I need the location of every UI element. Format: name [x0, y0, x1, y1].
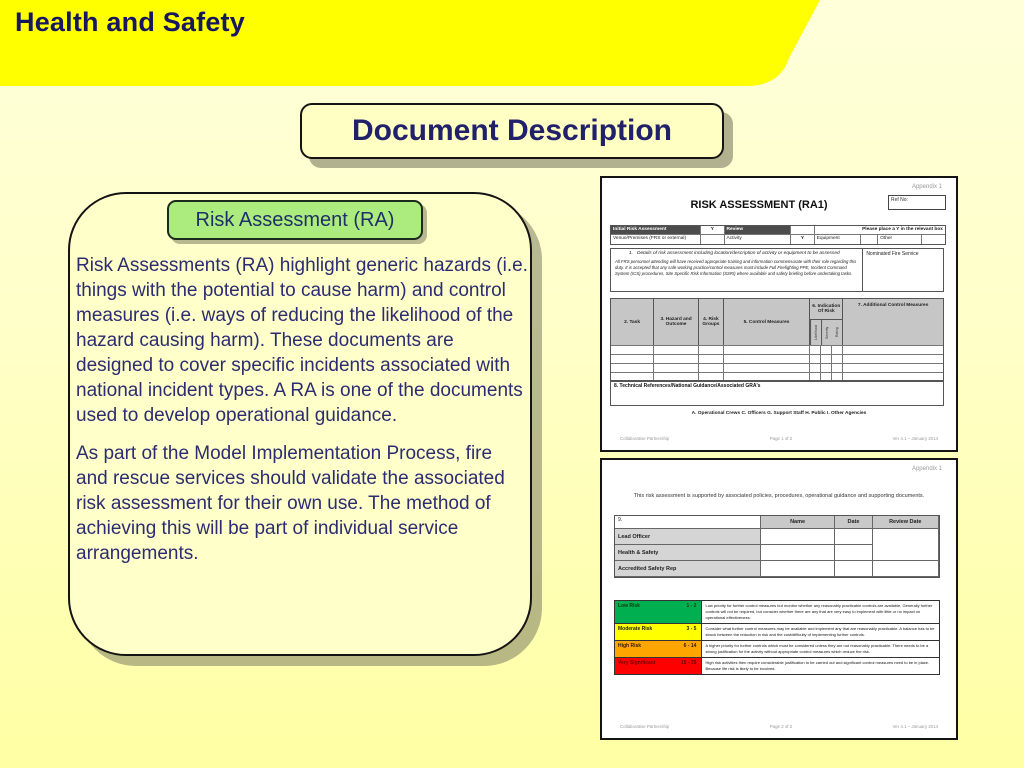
risk-assessment-label-text: Risk Assessment (RA): [195, 208, 395, 231]
doc1-key-line: A. Operational Crews C. Officers G. Support Staff H. Public I. Other Agencies: [691, 411, 867, 416]
cell-y1: Y: [701, 226, 724, 235]
indication-subcols: [810, 319, 842, 345]
indication-label: 6. Indication Of Risk: [812, 304, 841, 314]
grid-empty-row: [611, 363, 943, 372]
risk-row-low: [615, 601, 939, 624]
cell-y2: Y: [791, 235, 814, 244]
risk-range-text: 1 - 2: [686, 603, 697, 609]
doc2-footer-left: Collaborative Partnership: [620, 724, 670, 729]
doc1-details-heading-text: Details of risk assessment including location/description of activity or equipment to be assessed: [637, 251, 840, 256]
doc2-footer-right: Ver 4.1 – January 2014: [892, 724, 938, 729]
panel-body: [76, 253, 528, 579]
paragraph-1: Risk Assessments (RA) highlight generic hazards (i.e. things with the potential to cause harm) and control measures (i.e. ways of reducing the likelihood of the hazard causing harm). These documents are designed to cover specific incidents associated with national incident types. A RA is one of the documents used to develop operational guidance.: [76, 255, 528, 426]
col-additional-control: 7. Additional Control Measures: [843, 299, 943, 345]
risk-label-text: High Risk: [618, 643, 642, 649]
risk-row-very-significant: [615, 658, 939, 674]
risk-range-text: 3 - 5: [686, 626, 697, 632]
cell-review-merged: [873, 529, 939, 561]
col-date: Date: [835, 516, 872, 529]
col-review-date: Review Date: [873, 516, 939, 529]
cell-place-y: Please place a Y in the relevant box: [815, 226, 945, 235]
risk-label-very-significant: [615, 658, 702, 674]
slide-title: Health and Safety: [15, 7, 245, 37]
table-row: [611, 235, 945, 244]
document-page-1: [600, 176, 958, 452]
risk-assessment-label: [167, 200, 423, 240]
doc1-main-grid: [610, 298, 944, 382]
heading-box: [300, 103, 724, 159]
doc1-details-box: [610, 248, 944, 292]
doc1-appendix: Appendix 1: [911, 184, 942, 190]
doc1-ref-no-box: Ref No:: [888, 195, 946, 210]
cell-blank: [761, 545, 836, 561]
cell-blank: [791, 226, 814, 235]
cell-corner: 9.: [615, 516, 761, 529]
cell-review: Review: [725, 226, 792, 235]
col-indication-of-risk: [810, 299, 843, 345]
heading-text: Document Description: [351, 114, 673, 147]
doc2-risk-rating-table: [614, 600, 940, 675]
risk-range-text: 6 - 14: [683, 643, 697, 649]
doc1-details-heading: [629, 251, 858, 256]
col-risk-groups: 4. Risk Groups: [699, 299, 724, 345]
cell-blank: [835, 561, 872, 577]
cell-blank: [873, 561, 939, 577]
doc1-footer-center: Page 1 of 2: [769, 436, 793, 441]
subcol-likelihood: Likelihood: [810, 320, 821, 345]
doc1-title: RISK ASSESSMENT (RA1): [690, 199, 828, 211]
doc1-footer-right: Ver 4.1 – January 2014: [892, 436, 938, 441]
risk-desc-high: A higher priority for further controls which must be considered unless they are not reasonably practicable. There needs to be a strong justification for the activity without appropriate control measures which reduce the risk.: [705, 643, 929, 654]
risk-label-text: Moderate Risk: [618, 626, 653, 632]
cell-blank: [701, 235, 724, 244]
risk-range-text: 15 - 25: [680, 660, 697, 666]
doc2-intro: This risk assessment is supported by associated policies, procedures, operational guidance and supporting documents.: [633, 493, 925, 499]
risk-desc-moderate: Consider what further control measures may be available and implement any that are reasonably practicable. A balance has to be struck between the reduction in risk and the cost/difficulty of implementing further controls.: [705, 626, 935, 637]
doc2-footer: [620, 724, 938, 729]
col-name: Name: [761, 516, 836, 529]
subcol-severity: Severity: [821, 320, 832, 345]
row-health-safety: Health & Safety: [615, 545, 761, 561]
subcol-rating: Rating: [835, 327, 840, 338]
doc1-details-num: 1.: [629, 251, 634, 256]
risk-label-low: [615, 601, 702, 623]
cell-venue: Venue/Premises (FRS or external): [611, 235, 701, 244]
risk-desc-low: Low priority for further control measures but monitor whether any reasonably practicable controls are available. Generally further controls will not be required, but consider whether there are any that are very easy to implement with little or no impact on operational effectiveness.: [705, 603, 933, 620]
risk-label-high: [615, 641, 702, 657]
cell-blank: [922, 235, 945, 244]
doc1-references-box: 8. Technical References/National Guidance/Associated GRA's: [610, 380, 944, 406]
doc2-appendix: Appendix 1: [911, 466, 942, 472]
cell-equipment: Equipment: [815, 235, 862, 244]
document-page-2: [600, 458, 958, 740]
risk-desc-very-significant: High risk activities then require considerable justification to be carried out and significant control measures need to be in place. Because life risk is likely to be involved.: [705, 660, 930, 671]
cell-activity: Activity: [725, 235, 792, 244]
grid-empty-row: [611, 345, 943, 354]
cell-blank: [861, 235, 878, 244]
table-row: [611, 226, 945, 235]
doc1-footer: [620, 436, 938, 441]
row-lead-officer: Lead Officer: [615, 529, 761, 545]
col-task: 2. Task: [611, 299, 654, 345]
cell-blank: [835, 545, 872, 561]
risk-label-text: Very Significant: [618, 660, 656, 666]
risk-row-moderate: [615, 624, 939, 641]
doc2-signoff-table: [614, 515, 940, 578]
doc1-header-table: [610, 225, 946, 245]
cell-blank: [761, 561, 836, 577]
grid-header: [611, 299, 943, 345]
cell-blank: [761, 529, 836, 545]
col-control-measures: 5. Control Measures: [724, 299, 810, 345]
risk-label-moderate: [615, 624, 702, 640]
cell-initial-risk: Initial Risk Assessment: [611, 226, 701, 235]
col-hazard: 3. Hazard and Outcome: [654, 299, 699, 345]
risk-label-text: Low Risk: [618, 603, 640, 609]
doc1-footer-left: Collaborative Partnership: [620, 436, 670, 441]
doc1-details-body: All FRS personnel attending will have received appropriate training and information commensurate with their role regarding this duty. It is accepted that any safe working practice/control measures must include Full Firefighting PPE, Incident Command System (ICS) procedures, Site Specific Risk Information (SSRI) where available and safety briefing before undertaking tasks.: [615, 259, 857, 277]
grid-empty-row: [611, 354, 943, 363]
cell-blank: [835, 529, 872, 545]
doc1-nominated-cell: Nominated Fire Service: [866, 251, 919, 257]
doc1-details-left: [611, 249, 863, 291]
paragraph-2: As part of the Model Implementation Process, fire and rescue services should validate the associated risk assessment for their own use. The method of achieving this will be part of individual service arrangements.: [76, 443, 505, 564]
risk-row-high: [615, 641, 939, 658]
cell-other: Other: [878, 235, 921, 244]
row-accredited-rep: Accredited Safety Rep: [615, 561, 761, 577]
doc2-footer-center: Page 2 of 2: [769, 724, 793, 729]
